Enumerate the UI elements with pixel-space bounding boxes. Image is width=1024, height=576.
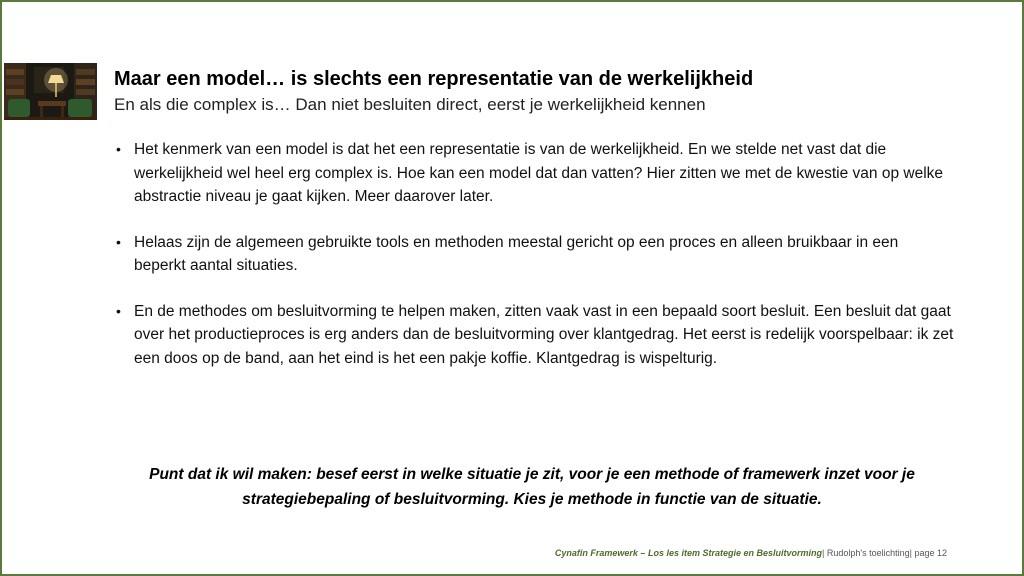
library-interior-icon bbox=[4, 63, 97, 120]
conclusion-statement: Punt dat ik wil maken: besef eerst in welke situatie je zit, voor je een methode of framewerk inzet voor je strategiebepaling of besluitvorming. Kies je methode in functie van de situatie. bbox=[149, 466, 915, 508]
library-photo-thumbnail bbox=[4, 63, 97, 120]
slide-footer bbox=[555, 548, 947, 558]
slide-title: Maar een model… is slechts een representatie van de werkelijkheid bbox=[114, 68, 754, 90]
footer-title: Cynafin Framewerk – Los les item Strategie en Besluitvorming bbox=[554, 548, 822, 558]
bullet-glyph: • bbox=[116, 141, 121, 157]
bullet-text: En de methodes om besluitvorming te helpen maken, zitten vaak vast in een bepaald soort besluit. Een besluit dat gaat over het productieproces is erg anders dan de besluitvorming over klantgedrag. Het eerst is redelijk voorspelbaar: ik zet een doos op de band, aan het eind is het een pakje koffie. Klantgedrag is wispelturig. bbox=[134, 302, 954, 367]
footer-page-number: | page 12 bbox=[909, 548, 947, 558]
bullet-glyph: • bbox=[116, 233, 121, 250]
footer-author: Rudolph's toelichting bbox=[824, 548, 910, 558]
bullet-item bbox=[114, 138, 954, 209]
bullet-glyph: • bbox=[116, 302, 121, 319]
slide-subtitle: En als die complex is… Dan niet besluiten direct, eerst je werkelijkheid kennen bbox=[114, 95, 706, 114]
bullet-text: Het kenmerk van een model is dat het een representatie is van de werkelijkheid. En we stelde net vast dat die werkelijkheid wel heel erg complex is. Hoe kan een model dat dan vatten? Hier zitten we met de kwestie van op welke abstractie niveau je gaat kijken. Meer daarover later. bbox=[134, 141, 944, 205]
bullet-item bbox=[114, 231, 954, 278]
bullet-list bbox=[114, 138, 954, 392]
bullet-text: Helaas zijn de algemeen gebruikte tools en methoden meestal gericht op een proces en alleen bruikbaar in een beperkt aantal situaties. bbox=[134, 233, 899, 274]
footer-separator: | bbox=[822, 548, 825, 558]
bullet-item bbox=[114, 300, 954, 371]
